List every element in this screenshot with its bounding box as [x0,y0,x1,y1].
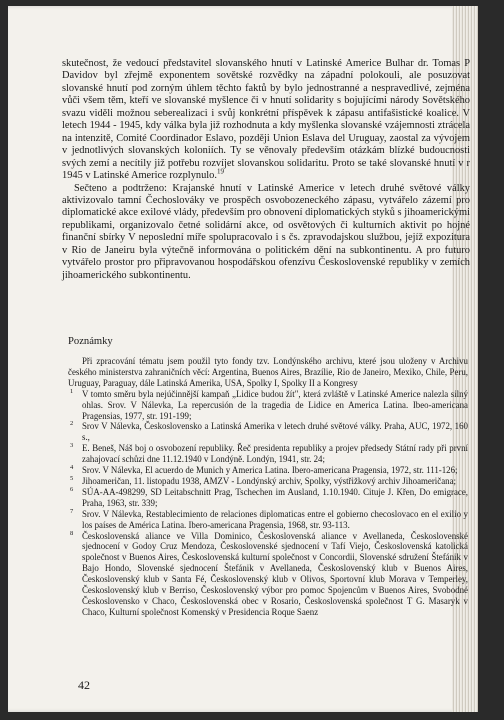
note-number: 2 [70,420,74,428]
note-item [68,443,468,465]
page-number: 42 [78,678,90,692]
note-text: V tomto směru byla nejúčinnější kampaň „Lidice budou žít", která zvláště v Latinské Americe nalezla silný ohlas. Srov. V Nálevka, La repercusión de la tragedia de Lidice en America Latina. Ibeo-americana Pragensias, 1977, str. 191-199; [82,388,468,421]
note-item [68,465,468,476]
note-number: 4 [70,464,74,472]
notes-section [68,356,468,618]
note-number: 6 [70,485,74,493]
main-paragraph-2: Sečteno a podtrženo: Krajanské hnutí v Latinské Americe v letech druhé světové války aktivizovalo tamní Čechoslováky ve prospěch osvobozeneckého zápasu, vytvářelo zázemí pro diplomatické akce exilové vlády, především pro obnovení diplomatických styků s jihoamerickými republikami, organizovalo četné solidární akce, od osvětových či kulturních aktivit po hojné finanční sbírky V neposlední míře spolupracovalo i s čs. zpravodajskou službou, jejíž expozitura v Rio de Janeiru byla výtečně informována o politickém dění na subkontinentu. A pro futuro vytvářelo prostor pro připravovanou hospodářskou ofenzívu Československé republiky v zemích jihoamerického subkontinentu. [62,182,470,281]
notes-heading: Poznámky [68,336,113,347]
note-text: Československá aliance ve Villa Dominico, Československá aliance v Avellaneda, Československé sjednocení v Godoy Cruz Mendoza, Československé sjednocení v Tafí Viejo, Československá katolická společnost v Buenos Aires, Československá kulturní společnost v Concordii, Slovenské sdružení Štefánik v Bajo Hondo, Slovenské sjednocení Štefánik v Avellaneda, Československý klub v Buenos Aires, Československý klub v Santa Fé, Československý klub v Olivos, Sportovní klub Morava v Temperley, Československý klub v Berriso, Československý výbor pro pomoc Spojencům v Buenos Aires, Svobodné Československo v Chaco, Československá obec v Rosario, Československá společnost T G. Masaryk v Chaco, Kulturní společnost Komenský v Presidencia Roque Saenz [82,530,468,617]
main-paragraph-1-text: skutečnost, že vedoucí představitel slovanského hnutí v Latinské Americe Bulhar dr. Tomas P Davidov byl zřejmě exponentem sovětské rozvědky na západní polokouli, ale posuzovat slovanské hnutí pod zorným úhlem těchto faktů by bylo jednostranné a nespravedlivé, zejména vůči všem těm, kteří ve slovanské myšlence či v hnutí solidarity s bojujícími národy Sovětského svazu viděli možnou seberealizaci i svůj konkrétní příspěvek k zápasu antifašistické koalice. V letech 1944 - 1945, kdy válka byla již rozhodnuta a kdy myšlenka slovanské vzájemnosti ztrácela na intenzitě, Comité Coordinador Eslavo, později Union Eslava del Uruguay, zaostal za vývojem v jednotlivých slovanských koloniích. Ty se věnovaly především otázkám blízké budoucnosti svých zemí a necítily již potřebu rozvíjet slovanskou solidaritu. Proto se také slovanské hnutí v r 1945 v Latinské Americe rozplynulo. [62,58,470,182]
note-text: E. Beneš, Náš boj o osvobození republiky. Řeč presidenta republiky a projev předsedy Státní rady při první zahajovací schůzi dne 11.12.1940 v Londýně. Londýn, 1941, str. 24; [82,443,468,465]
note-number: 8 [70,529,74,537]
notes-intro: Při zpracování tématu jsem použil tyto fondy tzv. Londýnského archivu, které jsou uloženy v Archivu českého ministerstva zahraničních věcí: Argentina, Buenos Aires, Brazílie, Rio de Janeiro, Mexiko, Chile, Peru, Uruguay, Paraguay, dále Latinská Amerika, USA, Spolky I, Spolky II a Kongresy [68,356,468,388]
note-item [68,476,468,487]
note-text: Srov V Nálevka, Československo a Latinská Amerika v letech druhé světové války. Praha, AUC, 1972, 160 s., [82,421,468,443]
note-item [68,487,468,509]
note-number: 5 [70,474,74,482]
note-number: 1 [70,387,74,395]
note-item [68,389,468,422]
note-text: Srov. V Nálevka, Restablecimiento de relaciones diplomaticas entre el gobierno checoslovaco en el exilio y los países de América Latina. Ibero-americana Pragensia, 1968, str. 93-113. [82,508,468,530]
main-paragraph-1 [62,58,470,183]
note-text: SÚA-AA-498299, SD Leitabschnitt Prag, Tschechen im Ausland, 1.10.1940. Cituje J. Křen, Do emigrace, Praha, 1963, str. 339; [82,486,468,508]
note-item [68,509,468,531]
book-page [8,6,478,712]
note-number: 3 [70,442,74,450]
main-text [62,58,470,282]
note-item [68,531,468,618]
note-text: Srov. V Nálevka, El acuerdo de Munich y America Latina. Ibero-americana Pragensia, 1972, str. 111-126; [82,465,458,476]
footnote-ref-19: 19 [216,167,224,176]
note-text: Jihoameričan, 11. listopadu 1938, AMZV - Londýnský archiv, Spolky, výstřižkový archiv Jihoameričana; [82,475,456,486]
note-number: 7 [70,507,74,515]
note-item [68,421,468,443]
